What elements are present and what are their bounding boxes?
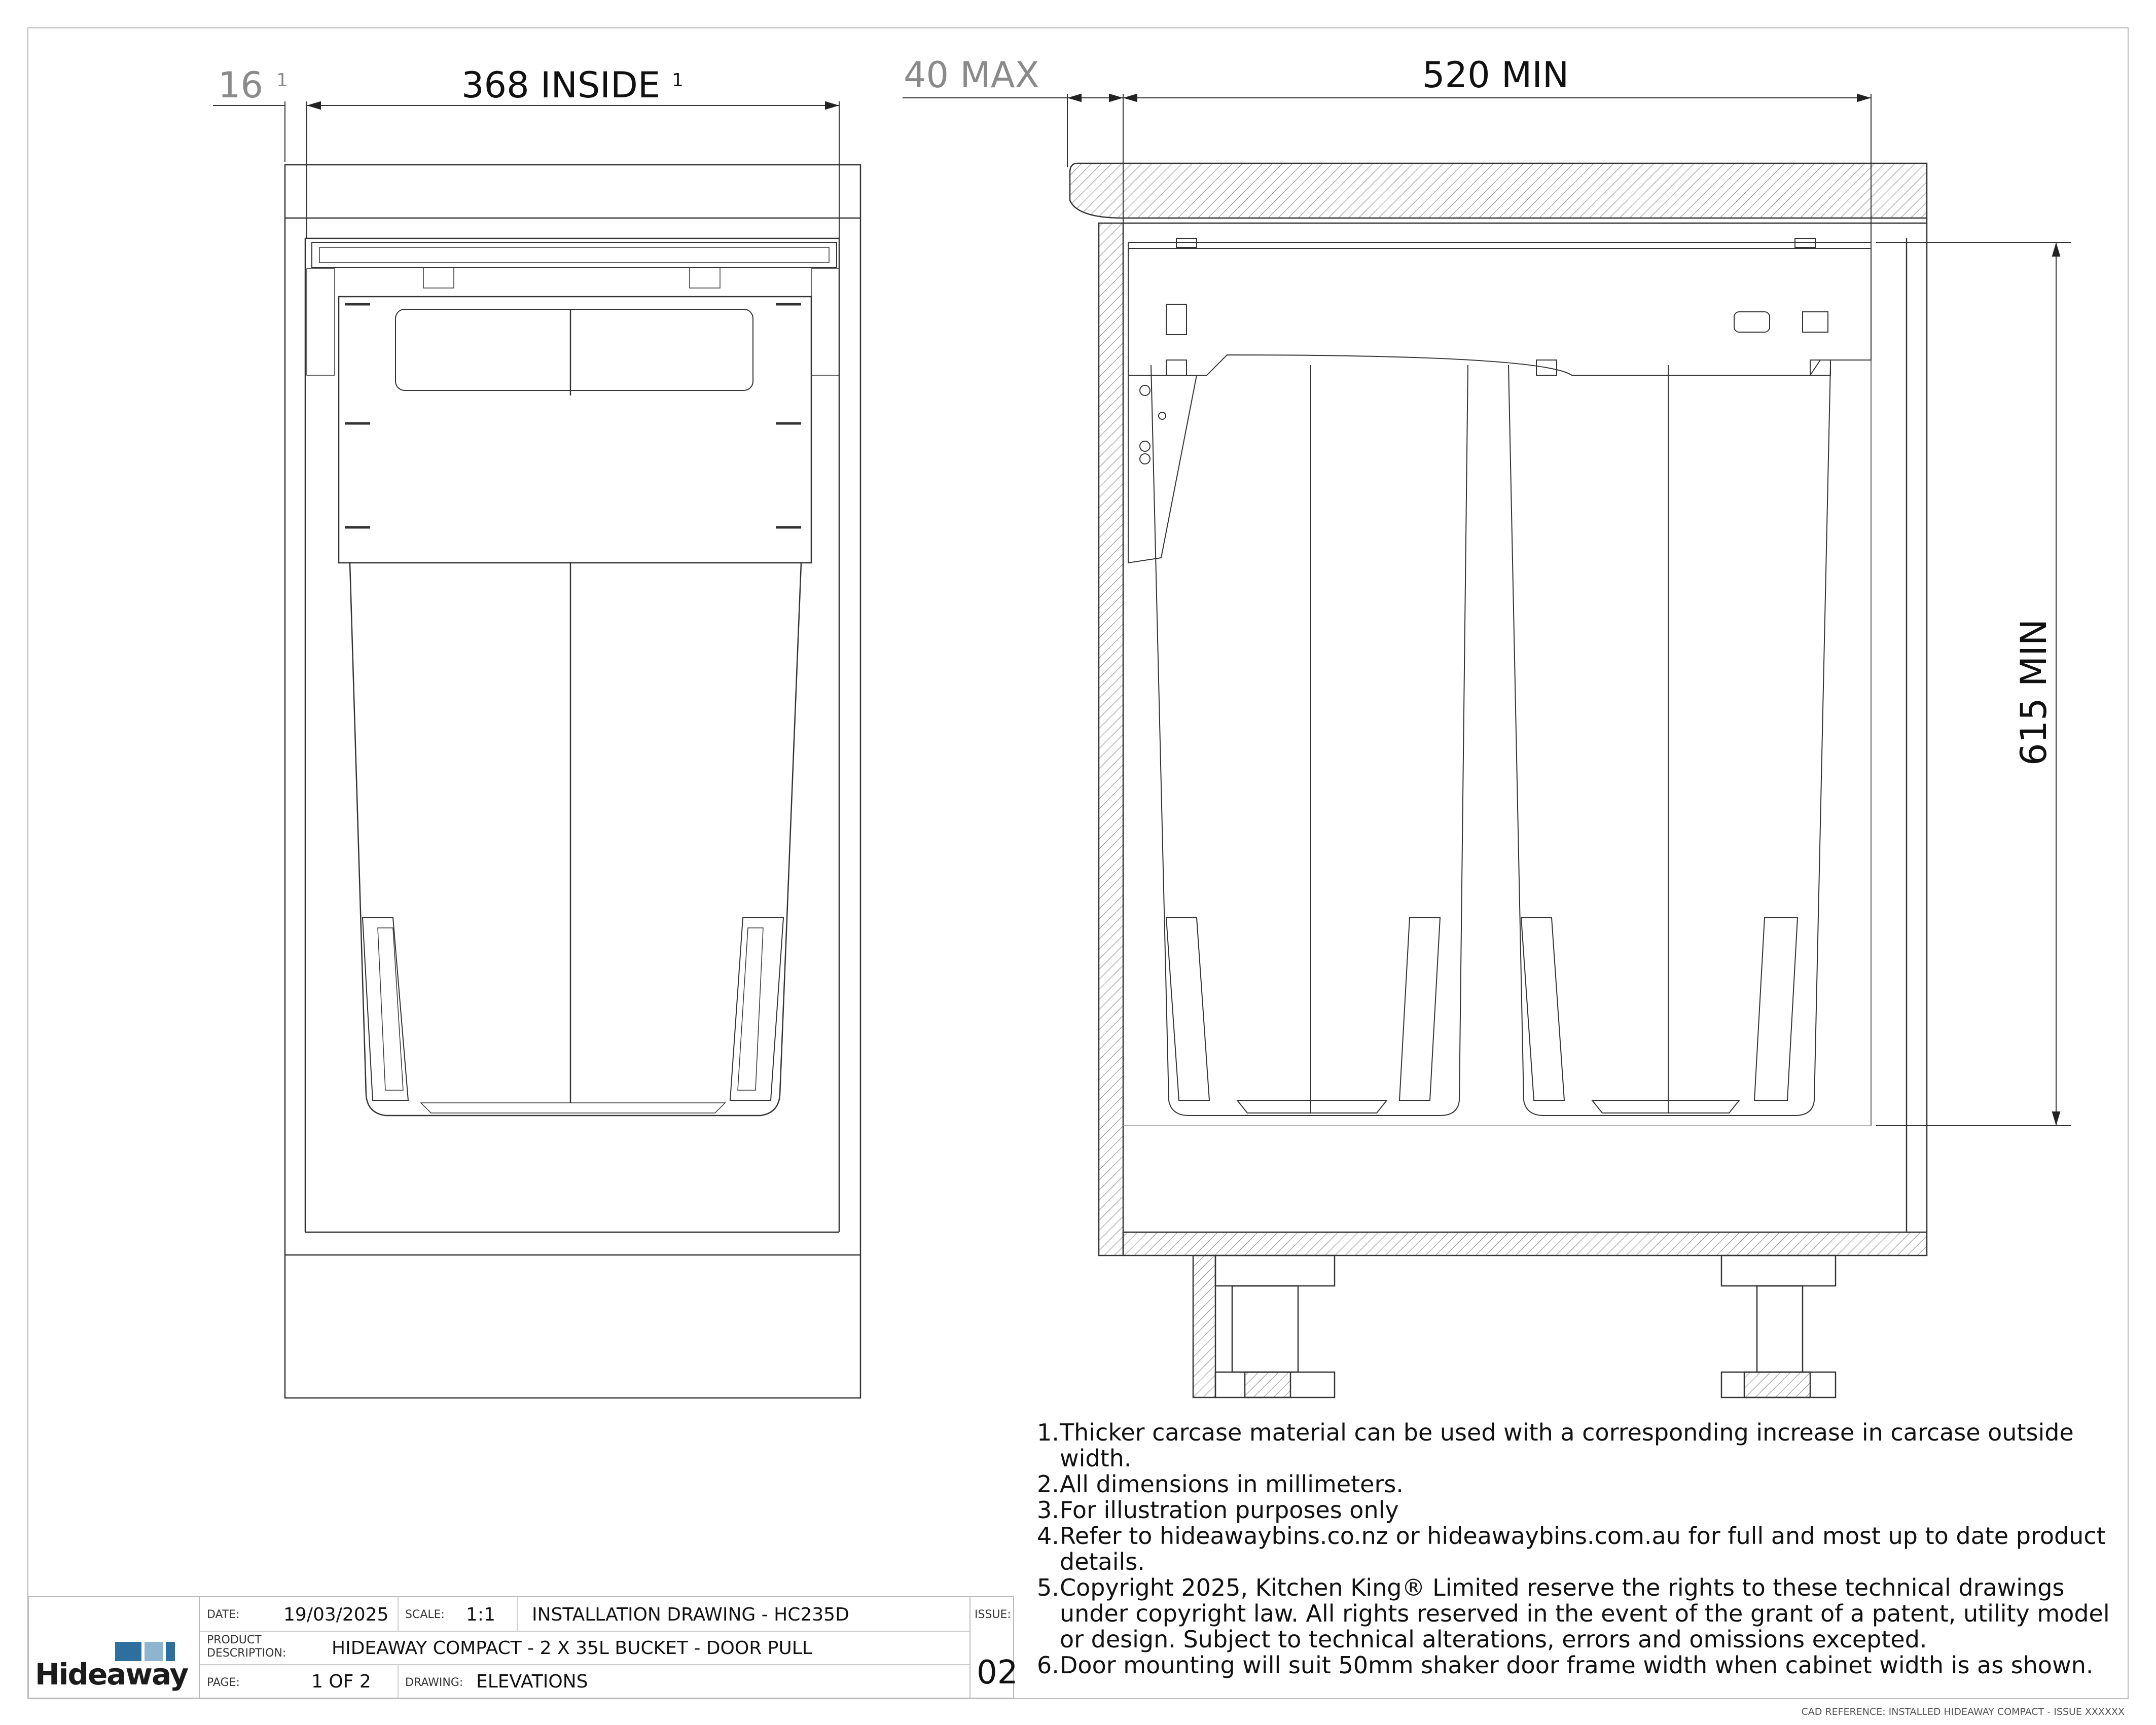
front-bucket [350, 563, 801, 1116]
cad-reference: CAD REFERENCE: INSTALLED HIDEAWAY COMPACT - ISSUE XXXXXX [1801, 1706, 2125, 1717]
note-item: 2. All dimensions in millimeters. [1037, 1470, 1404, 1498]
issue-box: ISSUE: 02 [969, 1597, 1015, 1698]
scale-value: 1:1 [466, 1604, 495, 1625]
side-mechanism [1128, 238, 1871, 1116]
hideaway-logo [29, 1597, 200, 1698]
side-bucket-1 [1151, 365, 1468, 1116]
title-row-product: PRODUCT DESCRIPTION: HIDEAWAY COMPACT - 2 X 35L BUCKET - DOOR PULL [200, 1631, 971, 1665]
title-row-date: DATE: 19/03/2025 SCALE: 1:1 INSTALLATION DRAWING - HC235D [200, 1597, 971, 1632]
dim-inside-width: 368 INSIDE [461, 64, 661, 106]
side-bucket-2 [1508, 365, 1830, 1116]
runner-frame [1128, 242, 1871, 375]
front-door-panel [339, 297, 811, 563]
note-item: 3. For illustration purposes only [1037, 1496, 1399, 1524]
notes-list [1037, 1420, 2127, 1678]
side-elevation [1070, 163, 1927, 1397]
date-value: 19/03/2025 [283, 1604, 389, 1625]
note-item: 4. Refer to hideawaybins.co.nz or hideawaybins.com.au for full and most up to date product details. [1037, 1522, 2106, 1575]
side-bracket [1128, 375, 1197, 563]
benchtop-section [1070, 163, 1927, 218]
dim-side-offset-note: 1 [276, 70, 288, 91]
title-block [28, 1596, 1018, 1699]
dim-min-height: 615 MIN [2013, 619, 2055, 766]
product-description: HIDEAWAY COMPACT - 2 X 35L BUCKET - DOOR PULL [332, 1638, 812, 1659]
note-item: 5. Copyright 2025, Kitchen King® Limited reserve the rights to these technical drawings under copyright law. All rights reserved in the event of the grant of a patent, utility model or design. Subject to technical alterations, errors and omissions excepted. [1037, 1574, 2110, 1653]
drawing-title: INSTALLATION DRAWING - HC235D [532, 1604, 849, 1625]
title-row-page: PAGE: 1 OF 2 DRAWING: ELEVATIONS [200, 1664, 971, 1698]
drawing-name: ELEVATIONS [476, 1671, 588, 1692]
dim-inside-width-note: 1 [672, 70, 684, 91]
carcase-bottom-section [1123, 1232, 1927, 1255]
front-elevation [285, 165, 860, 1398]
carcase-side-section [1099, 223, 1123, 1255]
logo-wordmark: Hideaway [35, 1657, 188, 1692]
note-item: 1. Thicker carcase material can be used with a corresponding increase in carcase outside width. [1037, 1419, 2074, 1472]
issue-value: 02 [977, 1654, 1018, 1692]
dim-min-depth: 520 MIN [1422, 54, 1569, 96]
front-cabinet-outline [285, 165, 860, 1398]
dim-side-offset: 16 [218, 64, 264, 106]
dim-max-offset: 40 MAX [904, 54, 1039, 96]
page-value: 1 OF 2 [311, 1671, 371, 1692]
note-item: 6. Door mounting will suit 50mm shaker door frame width when cabinet width is as shown. [1037, 1651, 2094, 1679]
